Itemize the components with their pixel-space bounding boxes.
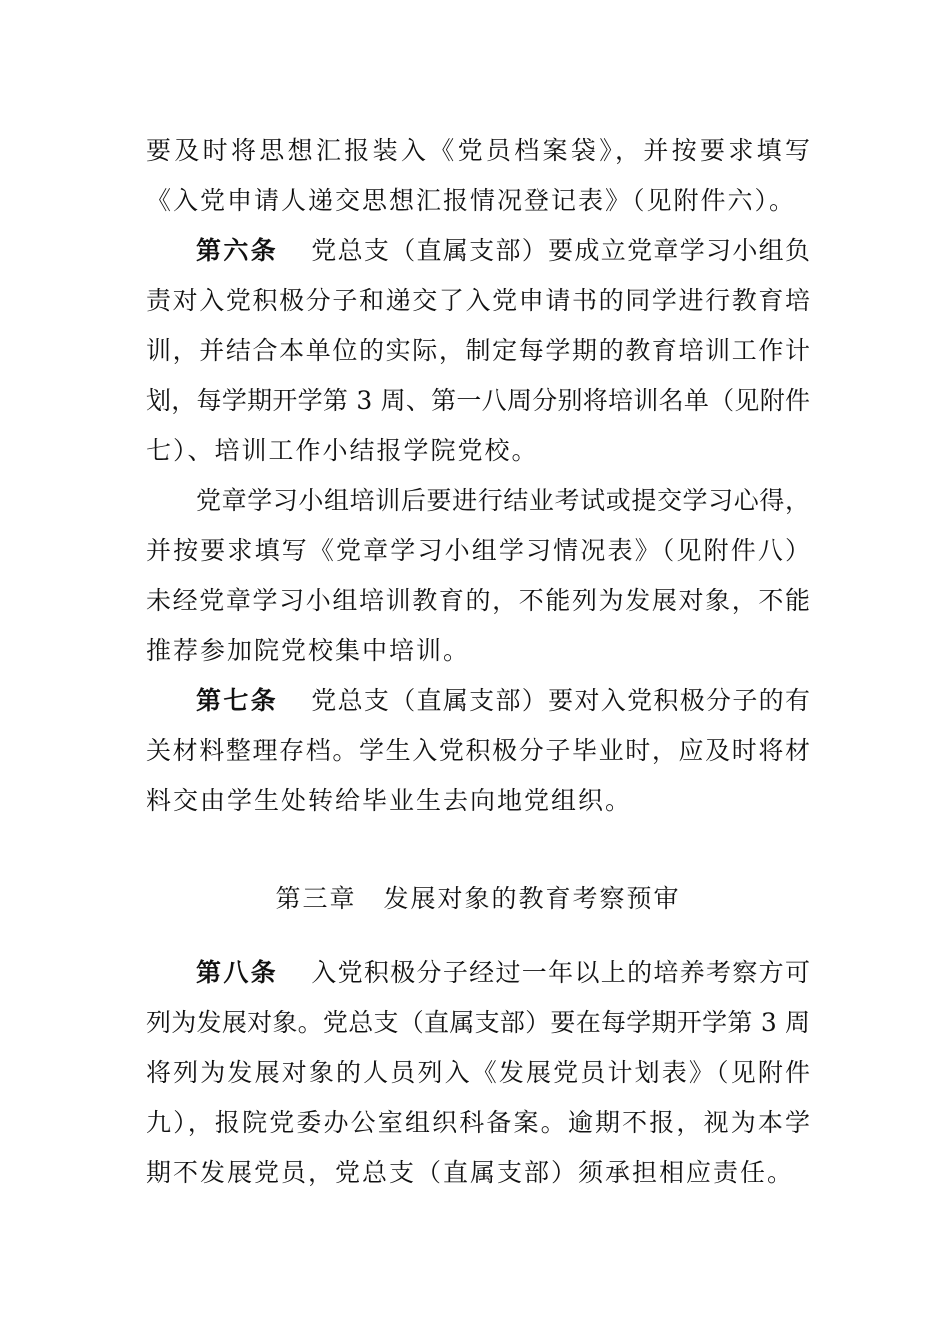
text-line: 列为发展对象。党总支（直属支部）要在每学期开学第 3 周 <box>146 1008 810 1037</box>
article-8-first-line <box>196 956 810 990</box>
article-8-label: 第八条 <box>196 958 278 987</box>
text-line: 并按要求填写《党章学习小组学习情况表》（见附件八） <box>146 536 810 565</box>
text-line: 九），报院党委办公室组织科备案。逾期不报，视为本学 <box>146 1108 810 1137</box>
text-line: 责对入党积极分子和递交了入党申请书的同学进行教育培 <box>146 286 810 315</box>
text-line: 入党积极分子经过一年以上的培养考察方可 <box>309 958 810 987</box>
text-line: 划，每学期开学第 3 周、第一八周分别将培训名单（见附件 <box>146 386 810 415</box>
text-line: 将列为发展对象的人员列入《发展党员计划表》（见附件 <box>146 1058 810 1087</box>
article-6-label: 第六条 <box>196 236 278 265</box>
text-line: 七）、培训工作小结报学院党校。 <box>146 436 539 465</box>
article-7-label: 第七条 <box>196 686 278 715</box>
text-line: 要及时将思想汇报装入《党员档案袋》，并按要求填写 <box>146 136 810 165</box>
text-line: 关材料整理存档。学生入党积极分子毕业时，应及时将材 <box>146 736 810 765</box>
text-line: 未经党章学习小组培训教育的，不能列为发展对象，不能 <box>146 586 810 615</box>
chapter-heading: 第三章 发展对象的教育考察预审 <box>275 884 681 913</box>
text-line: 党总支（直属支部）要对入党积极分子的有 <box>309 686 810 715</box>
text-line: 训，并结合本单位的实际，制定每学期的教育培训工作计 <box>146 336 810 365</box>
text-line: 期不发展党员，党总支（直属支部）须承担相应责任。 <box>146 1158 795 1187</box>
text-line: 料交由学生处转给毕业生去向地党组织。 <box>146 786 633 815</box>
article-6-first-line <box>196 234 810 268</box>
text-line: 推荐参加院党校集中培训。 <box>146 636 471 665</box>
text-line: 党总支（直属支部）要成立党章学习小组负 <box>309 236 810 265</box>
text-line: 《入党申请人递交思想汇报情况登记表》（见附件六）。 <box>146 186 797 215</box>
article-7-first-line <box>196 684 810 718</box>
text-line: 党章学习小组培训后要进行结业考试或提交学习心得， <box>196 486 810 515</box>
